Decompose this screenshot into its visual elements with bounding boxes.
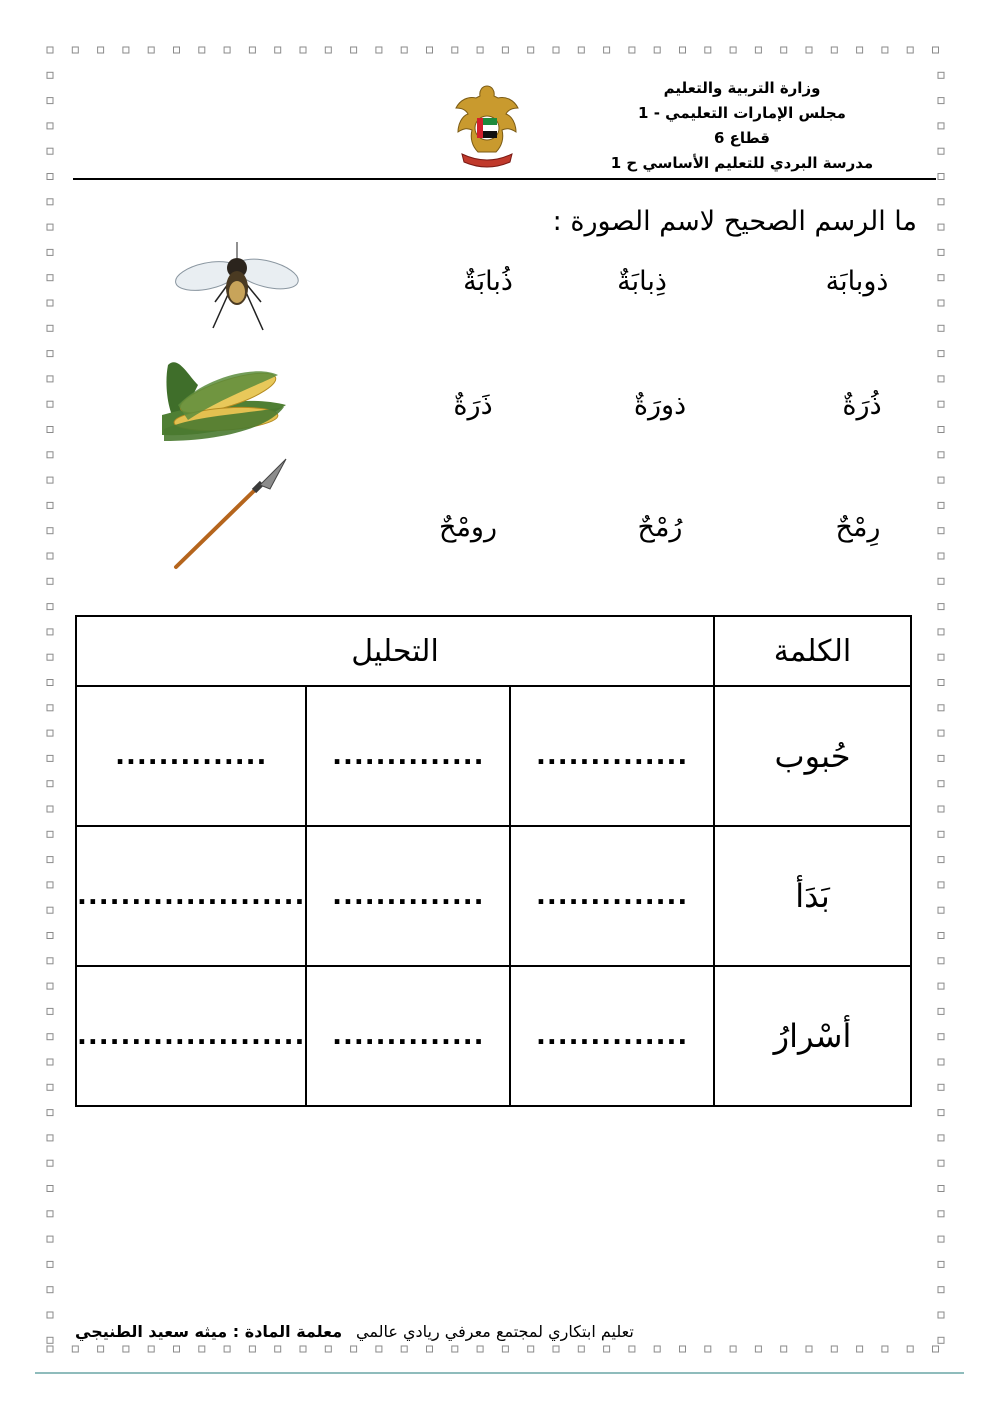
header-analysis: التحليل xyxy=(76,616,714,686)
border-dot xyxy=(427,47,433,53)
border-dot xyxy=(249,1346,255,1352)
border-dot xyxy=(477,47,483,53)
border-dot xyxy=(47,300,53,306)
border-dot xyxy=(427,1346,433,1352)
border-dot xyxy=(47,629,53,635)
border-dot xyxy=(47,831,53,837)
border-dot xyxy=(938,1110,944,1116)
border-dot xyxy=(98,47,104,53)
border-dot xyxy=(938,1034,944,1040)
border-dot xyxy=(938,907,944,913)
blank-cell[interactable]: .............. xyxy=(510,826,714,966)
border-dot xyxy=(123,1346,129,1352)
border-dot xyxy=(249,47,255,53)
border-dot xyxy=(47,1008,53,1014)
border-dot xyxy=(680,1346,686,1352)
border-dot xyxy=(938,1008,944,1014)
border-dot xyxy=(938,781,944,787)
border-dot xyxy=(47,1312,53,1318)
border-dot xyxy=(907,1346,913,1352)
border-dot xyxy=(47,680,53,686)
border-dot xyxy=(578,1346,584,1352)
border-dot xyxy=(938,502,944,508)
border-dot xyxy=(47,755,53,761)
border-dot xyxy=(938,604,944,610)
border-dot xyxy=(47,1135,53,1141)
border-dot xyxy=(47,553,53,559)
uae-emblem-icon xyxy=(452,82,522,168)
border-dot xyxy=(938,249,944,255)
border-dot xyxy=(98,1346,104,1352)
border-dot xyxy=(938,806,944,812)
border-dot xyxy=(938,351,944,357)
border-dot xyxy=(831,47,837,53)
border-dot xyxy=(47,857,53,863)
footer-teacher: معلمة المادة : ميثه سعيد الطنيجي xyxy=(75,1322,343,1341)
border-dot xyxy=(730,1346,736,1352)
border-dot xyxy=(47,528,53,534)
border-dot xyxy=(629,47,635,53)
table-row xyxy=(76,826,911,966)
border-dot xyxy=(938,831,944,837)
border-dot xyxy=(755,47,761,53)
border-dot xyxy=(806,47,812,53)
border-dot xyxy=(47,958,53,964)
border-dot xyxy=(47,1287,53,1293)
border-dot xyxy=(604,47,610,53)
council-name: مجلس الإمارات التعليمي - 1 xyxy=(638,104,846,122)
border-dot xyxy=(376,1346,382,1352)
corn-icon xyxy=(158,345,288,445)
border-dot xyxy=(629,1346,635,1352)
border-dot xyxy=(938,730,944,736)
border-dot xyxy=(47,224,53,230)
border-dot xyxy=(938,933,944,939)
border-dot xyxy=(938,275,944,281)
border-dot xyxy=(174,1346,180,1352)
border-dot xyxy=(452,47,458,53)
border-dot xyxy=(938,98,944,104)
border-dot xyxy=(47,47,53,53)
border-dot xyxy=(47,452,53,458)
border-dot xyxy=(325,47,331,53)
border-dot xyxy=(705,1346,711,1352)
border-dot xyxy=(933,1346,939,1352)
border-dot xyxy=(47,123,53,129)
border-dot xyxy=(604,1346,610,1352)
border-dot xyxy=(47,199,53,205)
blank-cell[interactable]: .............. xyxy=(306,686,510,826)
border-dot xyxy=(300,47,306,53)
border-dot xyxy=(882,1346,888,1352)
border-dot xyxy=(224,1346,230,1352)
border-dot xyxy=(47,604,53,610)
border-dot xyxy=(47,351,53,357)
border-dot xyxy=(938,477,944,483)
border-dot xyxy=(938,1160,944,1166)
border-dot xyxy=(47,98,53,104)
border-dot xyxy=(452,1346,458,1352)
word-cell: حُبوب xyxy=(714,686,911,826)
school-name: مدرسة البردي للتعليم الأساسي ح 1 xyxy=(610,154,874,172)
ministry-name: وزارة التربية والتعليم xyxy=(663,79,821,97)
option-1-1: ذوبابَة xyxy=(825,266,889,297)
border-dot xyxy=(502,47,508,53)
border-dot xyxy=(47,1211,53,1217)
border-dot xyxy=(933,47,939,53)
border-dot xyxy=(938,123,944,129)
border-dot xyxy=(47,1186,53,1192)
border-dot xyxy=(882,47,888,53)
option-3-2: رُمْحٌ xyxy=(637,512,683,543)
blank-cell[interactable]: .............. xyxy=(510,686,714,826)
border-dot xyxy=(376,47,382,53)
border-dot xyxy=(938,1261,944,1267)
border-dot xyxy=(351,1346,357,1352)
question-text: ما الرسم الصحيح لاسم الصورة : xyxy=(552,206,917,237)
header-word: الكلمة xyxy=(714,616,911,686)
border-dot xyxy=(47,730,53,736)
option-1-3: ذُبابَةٌ xyxy=(463,266,513,297)
option-2-1: ذُرَةٌ xyxy=(842,390,882,421)
blank-cell[interactable]: .............. xyxy=(306,966,510,1106)
footer-slogan: تعليم ابتكاري لمجتمع معرفي ريادي عالمي xyxy=(356,1322,634,1341)
border-dot xyxy=(72,47,78,53)
border-dot xyxy=(174,47,180,53)
border-dot xyxy=(528,1346,534,1352)
blank-cell[interactable]: .............. xyxy=(306,826,510,966)
border-dot xyxy=(47,1337,53,1343)
blank-cell[interactable]: .............. xyxy=(76,686,306,826)
border-dot xyxy=(47,1110,53,1116)
border-dot xyxy=(199,47,205,53)
border-dot xyxy=(938,680,944,686)
border-dot xyxy=(781,47,787,53)
blank-cell[interactable]: .............. xyxy=(510,966,714,1106)
table-row xyxy=(76,686,911,826)
border-dot xyxy=(47,654,53,660)
border-dot xyxy=(47,781,53,787)
school-header xyxy=(587,76,897,176)
border-dot xyxy=(938,148,944,154)
border-dot xyxy=(47,1261,53,1267)
border-dot xyxy=(300,1346,306,1352)
border-dot xyxy=(938,401,944,407)
border-dot xyxy=(938,376,944,382)
border-dot xyxy=(553,47,559,53)
border-dot xyxy=(938,654,944,660)
analysis-table xyxy=(75,615,912,1107)
border-dot xyxy=(401,1346,407,1352)
table-row xyxy=(76,966,911,1106)
word-cell: أسْرارُ xyxy=(714,966,911,1106)
border-dot xyxy=(938,857,944,863)
border-dot xyxy=(938,1211,944,1217)
header-divider xyxy=(73,178,936,180)
border-dot xyxy=(47,376,53,382)
border-dot xyxy=(275,1346,281,1352)
border-dot xyxy=(351,47,357,53)
border-dot xyxy=(47,249,53,255)
border-dot xyxy=(938,882,944,888)
option-2-2: ذورَةٌ xyxy=(633,390,687,421)
border-dot xyxy=(907,47,913,53)
border-dot xyxy=(47,1346,53,1352)
border-dot xyxy=(654,47,660,53)
border-dot xyxy=(938,553,944,559)
table-header-row xyxy=(76,616,911,686)
border-dot xyxy=(938,199,944,205)
border-dot xyxy=(47,502,53,508)
border-dot xyxy=(806,1346,812,1352)
border-dot xyxy=(47,1084,53,1090)
border-dot xyxy=(857,1346,863,1352)
border-dot xyxy=(730,47,736,53)
border-dot xyxy=(275,47,281,53)
border-dot xyxy=(47,1034,53,1040)
border-dot xyxy=(938,1135,944,1141)
bottom-divider xyxy=(35,1372,964,1374)
border-dot xyxy=(938,72,944,78)
border-dot xyxy=(938,705,944,711)
border-dot xyxy=(47,578,53,584)
border-dot xyxy=(755,1346,761,1352)
border-dot xyxy=(199,1346,205,1352)
border-dot xyxy=(47,477,53,483)
border-dot xyxy=(47,275,53,281)
border-dot xyxy=(47,1160,53,1166)
border-dot xyxy=(938,1287,944,1293)
border-dot xyxy=(47,933,53,939)
border-dot xyxy=(477,1346,483,1352)
fly-icon xyxy=(175,240,300,335)
option-3-1: رِمْحٌ xyxy=(835,512,881,543)
border-dot xyxy=(47,1059,53,1065)
border-dot xyxy=(224,47,230,53)
border-dot xyxy=(553,1346,559,1352)
border-dot xyxy=(528,47,534,53)
border-dot xyxy=(148,47,154,53)
border-dot xyxy=(47,325,53,331)
border-dot xyxy=(47,1236,53,1242)
border-dot xyxy=(938,755,944,761)
border-dot xyxy=(47,983,53,989)
border-dot xyxy=(680,47,686,53)
border-dot xyxy=(47,72,53,78)
option-1-2: ذِبابَةٌ xyxy=(617,266,667,297)
option-3-3: رومْحٌ xyxy=(439,512,497,543)
border-dot xyxy=(938,174,944,180)
spear-icon xyxy=(168,455,293,573)
border-dot xyxy=(47,882,53,888)
border-dot xyxy=(705,47,711,53)
border-dot xyxy=(938,1186,944,1192)
border-dot xyxy=(781,1346,787,1352)
border-dot xyxy=(72,1346,78,1352)
border-dot xyxy=(938,224,944,230)
border-dot xyxy=(857,47,863,53)
border-dot xyxy=(502,1346,508,1352)
border-dot xyxy=(938,528,944,534)
border-dot xyxy=(938,1312,944,1318)
border-dot xyxy=(578,47,584,53)
blank-cell[interactable]: ..................... xyxy=(76,826,306,966)
border-dot xyxy=(938,1059,944,1065)
word-cell: بَدَأ xyxy=(714,826,911,966)
border-dot xyxy=(47,401,53,407)
border-dot xyxy=(123,47,129,53)
border-dot xyxy=(325,1346,331,1352)
border-dot xyxy=(831,1346,837,1352)
border-dot xyxy=(47,427,53,433)
border-dot xyxy=(938,300,944,306)
border-dot xyxy=(938,325,944,331)
option-2-3: ذَرَةٌ xyxy=(453,390,493,421)
border-dot xyxy=(148,1346,154,1352)
border-dot xyxy=(938,1084,944,1090)
border-dot xyxy=(938,1236,944,1242)
border-dot xyxy=(654,1346,660,1352)
border-dot xyxy=(47,174,53,180)
border-dot xyxy=(938,1337,944,1343)
border-dot xyxy=(47,907,53,913)
border-dot xyxy=(47,705,53,711)
border-dot xyxy=(938,578,944,584)
border-dot xyxy=(401,47,407,53)
border-dot xyxy=(47,806,53,812)
border-dot xyxy=(47,148,53,154)
border-dot xyxy=(938,629,944,635)
blank-cell[interactable]: ..................... xyxy=(76,966,306,1106)
border-dot xyxy=(938,452,944,458)
sector-name: قطاع 6 xyxy=(714,129,770,147)
border-dot xyxy=(938,958,944,964)
border-dot xyxy=(938,427,944,433)
border-dot xyxy=(938,983,944,989)
